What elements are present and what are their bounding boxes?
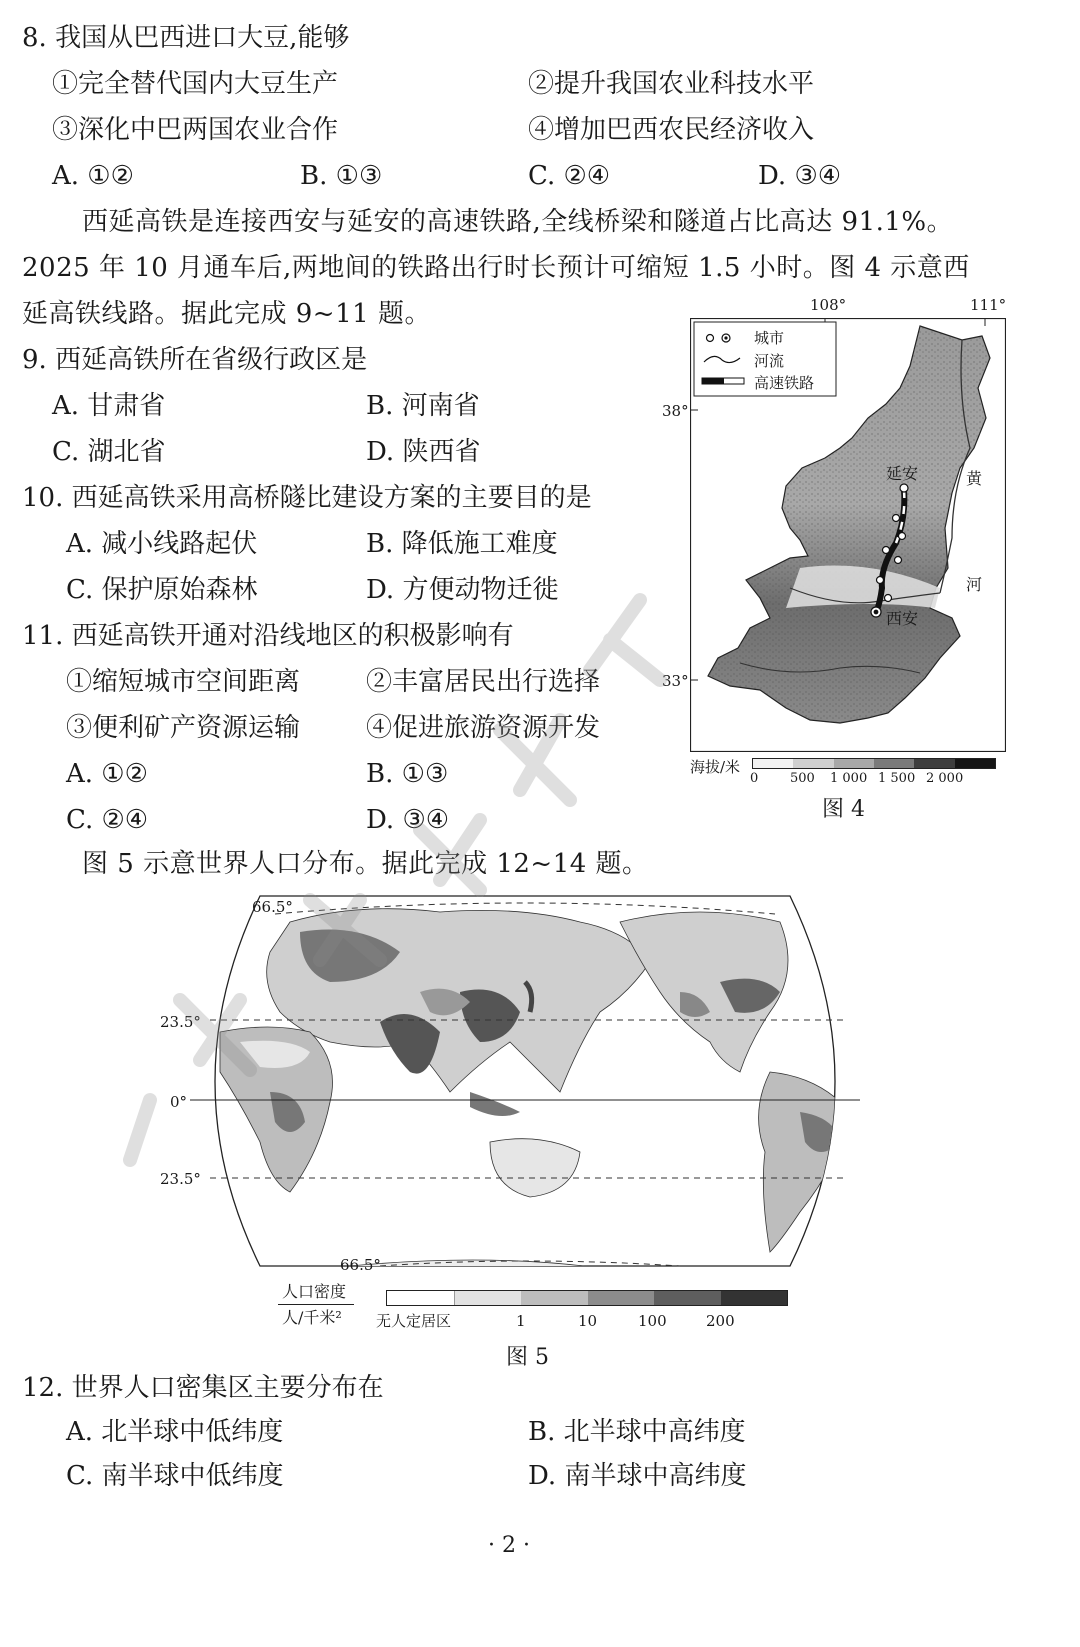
q10-choice-c: C. 保护原始森林 [66, 575, 258, 605]
q10-stem: 10. 西延高铁采用高桥隧比建设方案的主要目的是 [22, 483, 592, 513]
fig5-lat-n665: 66.5° [252, 898, 293, 916]
fig5-lat-s235: 23.5° [160, 1170, 201, 1188]
q9-stem: 9. 西延高铁所在省级行政区是 [22, 345, 368, 375]
fig4-legend-rail: 高速铁路 [754, 374, 815, 392]
fig5-legend-divider [278, 1304, 354, 1305]
legend-city-icon [707, 335, 714, 342]
watermark-decoration [120, 580, 680, 1200]
fig4-elev-label: 海拔/米 [690, 758, 741, 776]
fig5-lat-0: 0° [170, 1093, 188, 1111]
fig4-legend-river: 河流 [754, 352, 785, 370]
q8-stem: 8. 我国从巴西进口大豆,能够 [22, 23, 350, 53]
fig4-tick-1500: 1 500 [878, 771, 916, 786]
page-number: · 2 · [488, 1533, 530, 1558]
fig5-legend-unit: 人/千米² [282, 1308, 342, 1327]
fig5-tick-none: 无人定居区 [376, 1312, 452, 1330]
q8-choice-d: D. ③④ [758, 161, 842, 191]
q8-opt3: ③深化中巴两国农业合作 [52, 115, 339, 145]
fig5-tick-100: 100 [638, 1312, 667, 1330]
q9-choice-b: B. 河南省 [366, 391, 480, 421]
fig4-lon-111: 111° [970, 296, 1007, 314]
q11-choice-b: B. ①③ [366, 759, 449, 789]
fig4-river-huang: 黄 [966, 469, 983, 488]
q9-choice-a: A. 甘肃省 [52, 391, 166, 421]
q8-choice-a: A. ①② [52, 161, 134, 191]
fig4-elev-scale [752, 758, 996, 769]
q11-opt1: ①缩短城市空间距离 [66, 667, 301, 697]
passage1-line3: 延高铁线路。据此完成 9~11 题。 [22, 299, 431, 329]
q8-choice-c: C. ②④ [528, 161, 611, 191]
fig4-tick-500: 500 [790, 771, 815, 786]
passage2: 图 5 示意世界人口分布。据此完成 12~14 题。 [82, 849, 649, 879]
fig4-river-he: 河 [966, 575, 983, 594]
q12-choice-a: A. 北半球中低纬度 [66, 1417, 284, 1447]
fig4-lon-108: 108° [810, 296, 847, 314]
q10-choice-b: B. 降低施工难度 [366, 529, 558, 559]
fig4-legend-city: 城市 [754, 329, 785, 347]
q12-choice-d: D. 南半球中高纬度 [528, 1461, 747, 1491]
fig4-city-yanan: 延安 [886, 464, 919, 483]
q9-choice-d: D. 陕西省 [366, 437, 481, 467]
q11-stem: 11. 西延高铁开通对沿线地区的积极影响有 [22, 621, 514, 651]
q11-choice-a: A. ①② [66, 759, 148, 789]
q11-opt2: ②丰富居民出行选择 [366, 667, 601, 697]
fig4-tick-2000: 2 000 [926, 771, 964, 786]
q12-choice-c: C. 南半球中低纬度 [66, 1461, 284, 1491]
fig5-caption: 图 5 [506, 1345, 549, 1370]
fig5-lat-s665: 66.5° [340, 1256, 381, 1274]
fig4-caption: 图 4 [822, 797, 865, 822]
fig4-map-frame [690, 318, 1006, 752]
q12-stem: 12. 世界人口密集区主要分布在 [22, 1373, 384, 1403]
q8-choice-b: B. ①③ [300, 161, 383, 191]
q8-opt4: ④增加巴西农民经济收入 [528, 115, 815, 145]
q9-choice-c: C. 湖北省 [52, 437, 166, 467]
fig5-density-scale [386, 1290, 788, 1306]
q11-choice-c: C. ②④ [66, 805, 149, 835]
q11-opt3: ③便利矿产资源运输 [66, 713, 301, 743]
q10-choice-a: A. 减小线路起伏 [66, 529, 258, 559]
fig4-city-xian: 西安 [886, 609, 919, 628]
q12-choice-b: B. 北半球中高纬度 [528, 1417, 746, 1447]
fig4-lat-38: 38° [662, 402, 689, 420]
fig5-tick-10: 10 [578, 1312, 598, 1330]
passage1-line2: 2025 年 10 月通车后,两地间的铁路出行时长预计可缩短 1.5 小时。图 4 示意西 [22, 253, 970, 283]
fig5-lat-n235: 23.5° [160, 1013, 201, 1031]
fig5-tick-200: 200 [706, 1312, 735, 1330]
fig5-tick-1: 1 [516, 1312, 526, 1330]
q11-opt4: ④促进旅游资源开发 [366, 713, 601, 743]
passage1-line1: 西延高铁是连接西安与延安的高速铁路,全线桥梁和隧道占比高达 91.1%。 [82, 207, 954, 237]
fig4-tick-1000: 1 000 [830, 771, 868, 786]
q11-choice-d: D. ③④ [366, 805, 450, 835]
fig4-tick-0: 0 [750, 771, 759, 786]
q8-opt1: ①完全替代国内大豆生产 [52, 69, 339, 99]
q8-opt2: ②提升我国农业科技水平 [528, 69, 815, 99]
q10-choice-d: D. 方便动物迁徙 [366, 575, 559, 605]
fig4-lat-33: 33° [662, 672, 689, 690]
fig5-legend-title: 人口密度 [282, 1282, 347, 1301]
